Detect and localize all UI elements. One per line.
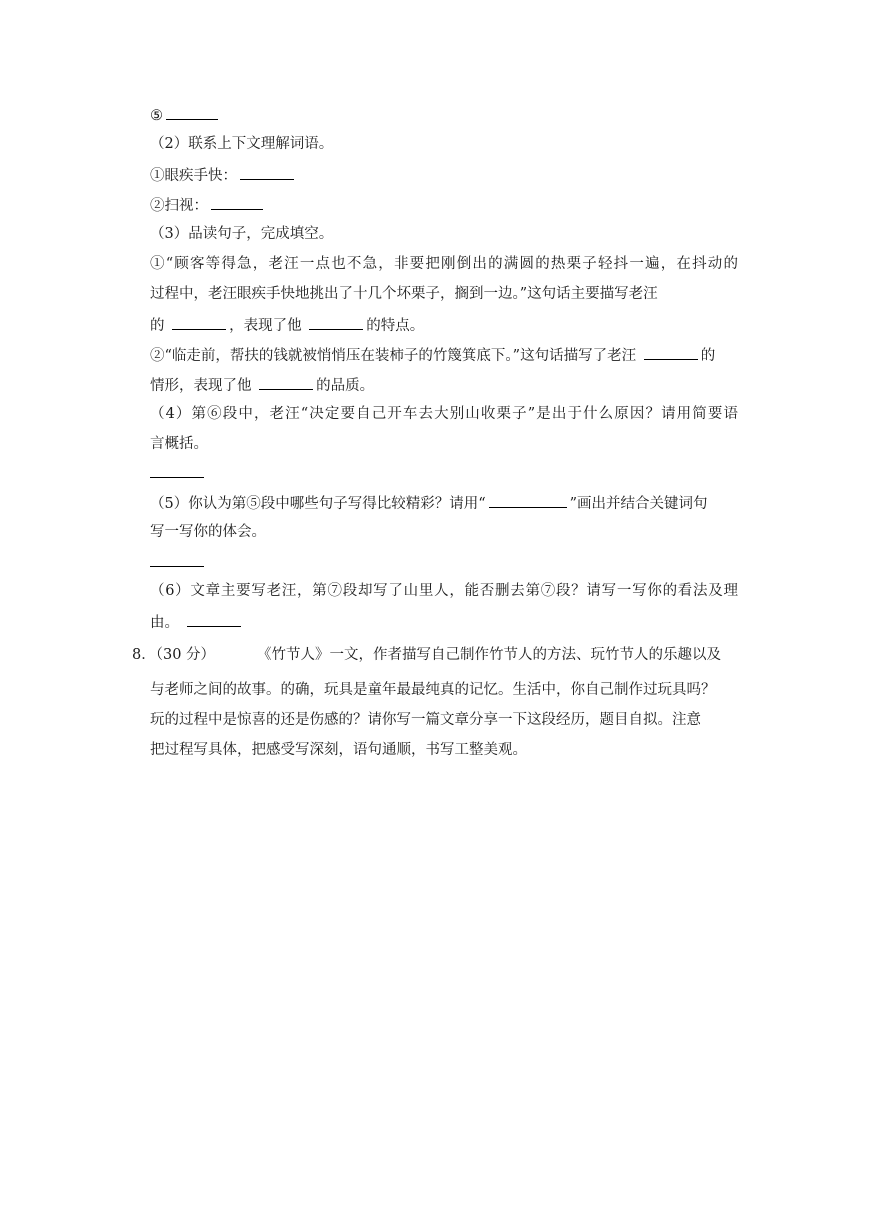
fill-line [150, 374, 374, 396]
paragraph-line: 过程中，老汪眼疾手快地挑出了十几个坏栗子，搁到一边。”这句话主要描写老汪 [150, 286, 658, 302]
answer-blank [166, 104, 218, 120]
item-2-word [150, 194, 266, 216]
answer-blank [187, 611, 241, 627]
question-3-heading: （3）品读句子，完成填空。 [150, 226, 334, 242]
question-5-part: （5）你认为第⑤段中哪些句子写得比较精彩？请用“ [150, 496, 486, 512]
item-1-label: ①眼疾手快： [150, 168, 237, 184]
question-8-text: 把过程写具体，把感受写深刻，语句通顺，书写工整美观。 [150, 742, 527, 758]
answer-blank [644, 344, 698, 360]
answer-blank [172, 314, 226, 330]
answer-line [150, 477, 204, 478]
question-6-part: 由。 [150, 615, 179, 631]
answer-blank [211, 194, 263, 210]
item-1-word [150, 164, 297, 186]
question-4-text: （4）第⑥段中，老汪“决定要自己开车去大别山收栗子”是出于什么原因？请用简要语 [150, 406, 738, 422]
answer-blank [259, 374, 313, 390]
question-8 [132, 645, 721, 665]
answer-blank [240, 164, 294, 180]
item-5 [150, 104, 221, 126]
question-5-text [150, 492, 708, 514]
fill-text: 情形，表现了他 [150, 378, 252, 394]
question-8-text: 玩的过程中是惊喜的还是伤感的？请你写一篇文章分享一下这段经历，题目自拟。注意 [150, 712, 701, 728]
fill-text: 的 [700, 348, 716, 364]
question-4-text: 言概括。 [150, 436, 208, 452]
fill-line [150, 344, 715, 366]
item-5-marker: ⑤ [150, 108, 163, 124]
question-8-text: 《竹节人》一文，作者描写自己制作竹节人的方法、玩竹节人的乐趣以及 [257, 647, 722, 663]
fill-text: 的特点。 [366, 318, 425, 334]
question-5-part: ”画出并结合关键词句 [569, 496, 708, 512]
fill-line [150, 314, 424, 336]
question-5-text: 写一写你的体会。 [150, 524, 266, 540]
underline-sample [489, 492, 567, 508]
fill-text: ，表现了他 [229, 318, 302, 334]
fill-text: 的 [150, 318, 165, 334]
answer-line [150, 566, 204, 567]
question-6-text [150, 611, 244, 633]
question-2-heading: （2）联系上下文理解词语。 [150, 136, 334, 152]
question-6-text: （6）文章主要写老汪，第⑦段却写了山里人，能否删去第⑦段？请写一写你的看法及理 [150, 583, 738, 599]
question-8-text: 与老师之间的故事。的确，玩具是童年最最纯真的记忆。生活中，你自己制作过玩具吗？ [150, 682, 716, 698]
fill-text: 的品质。 [316, 378, 375, 394]
item-2-label: ②扫视： [150, 198, 208, 214]
fill-text: ②“临走前，帮扶的钱就被悄悄压在装柿子的竹篾箕底下。”这句话描写了老汪 [150, 348, 637, 364]
answer-blank [309, 314, 363, 330]
paragraph-line: ①“顾客等得急，老汪一点也不急，非要把刚倒出的满圆的热栗子轻抖一遍，在抖动的 [150, 256, 738, 272]
question-number: 8．（30 分） [132, 647, 216, 663]
